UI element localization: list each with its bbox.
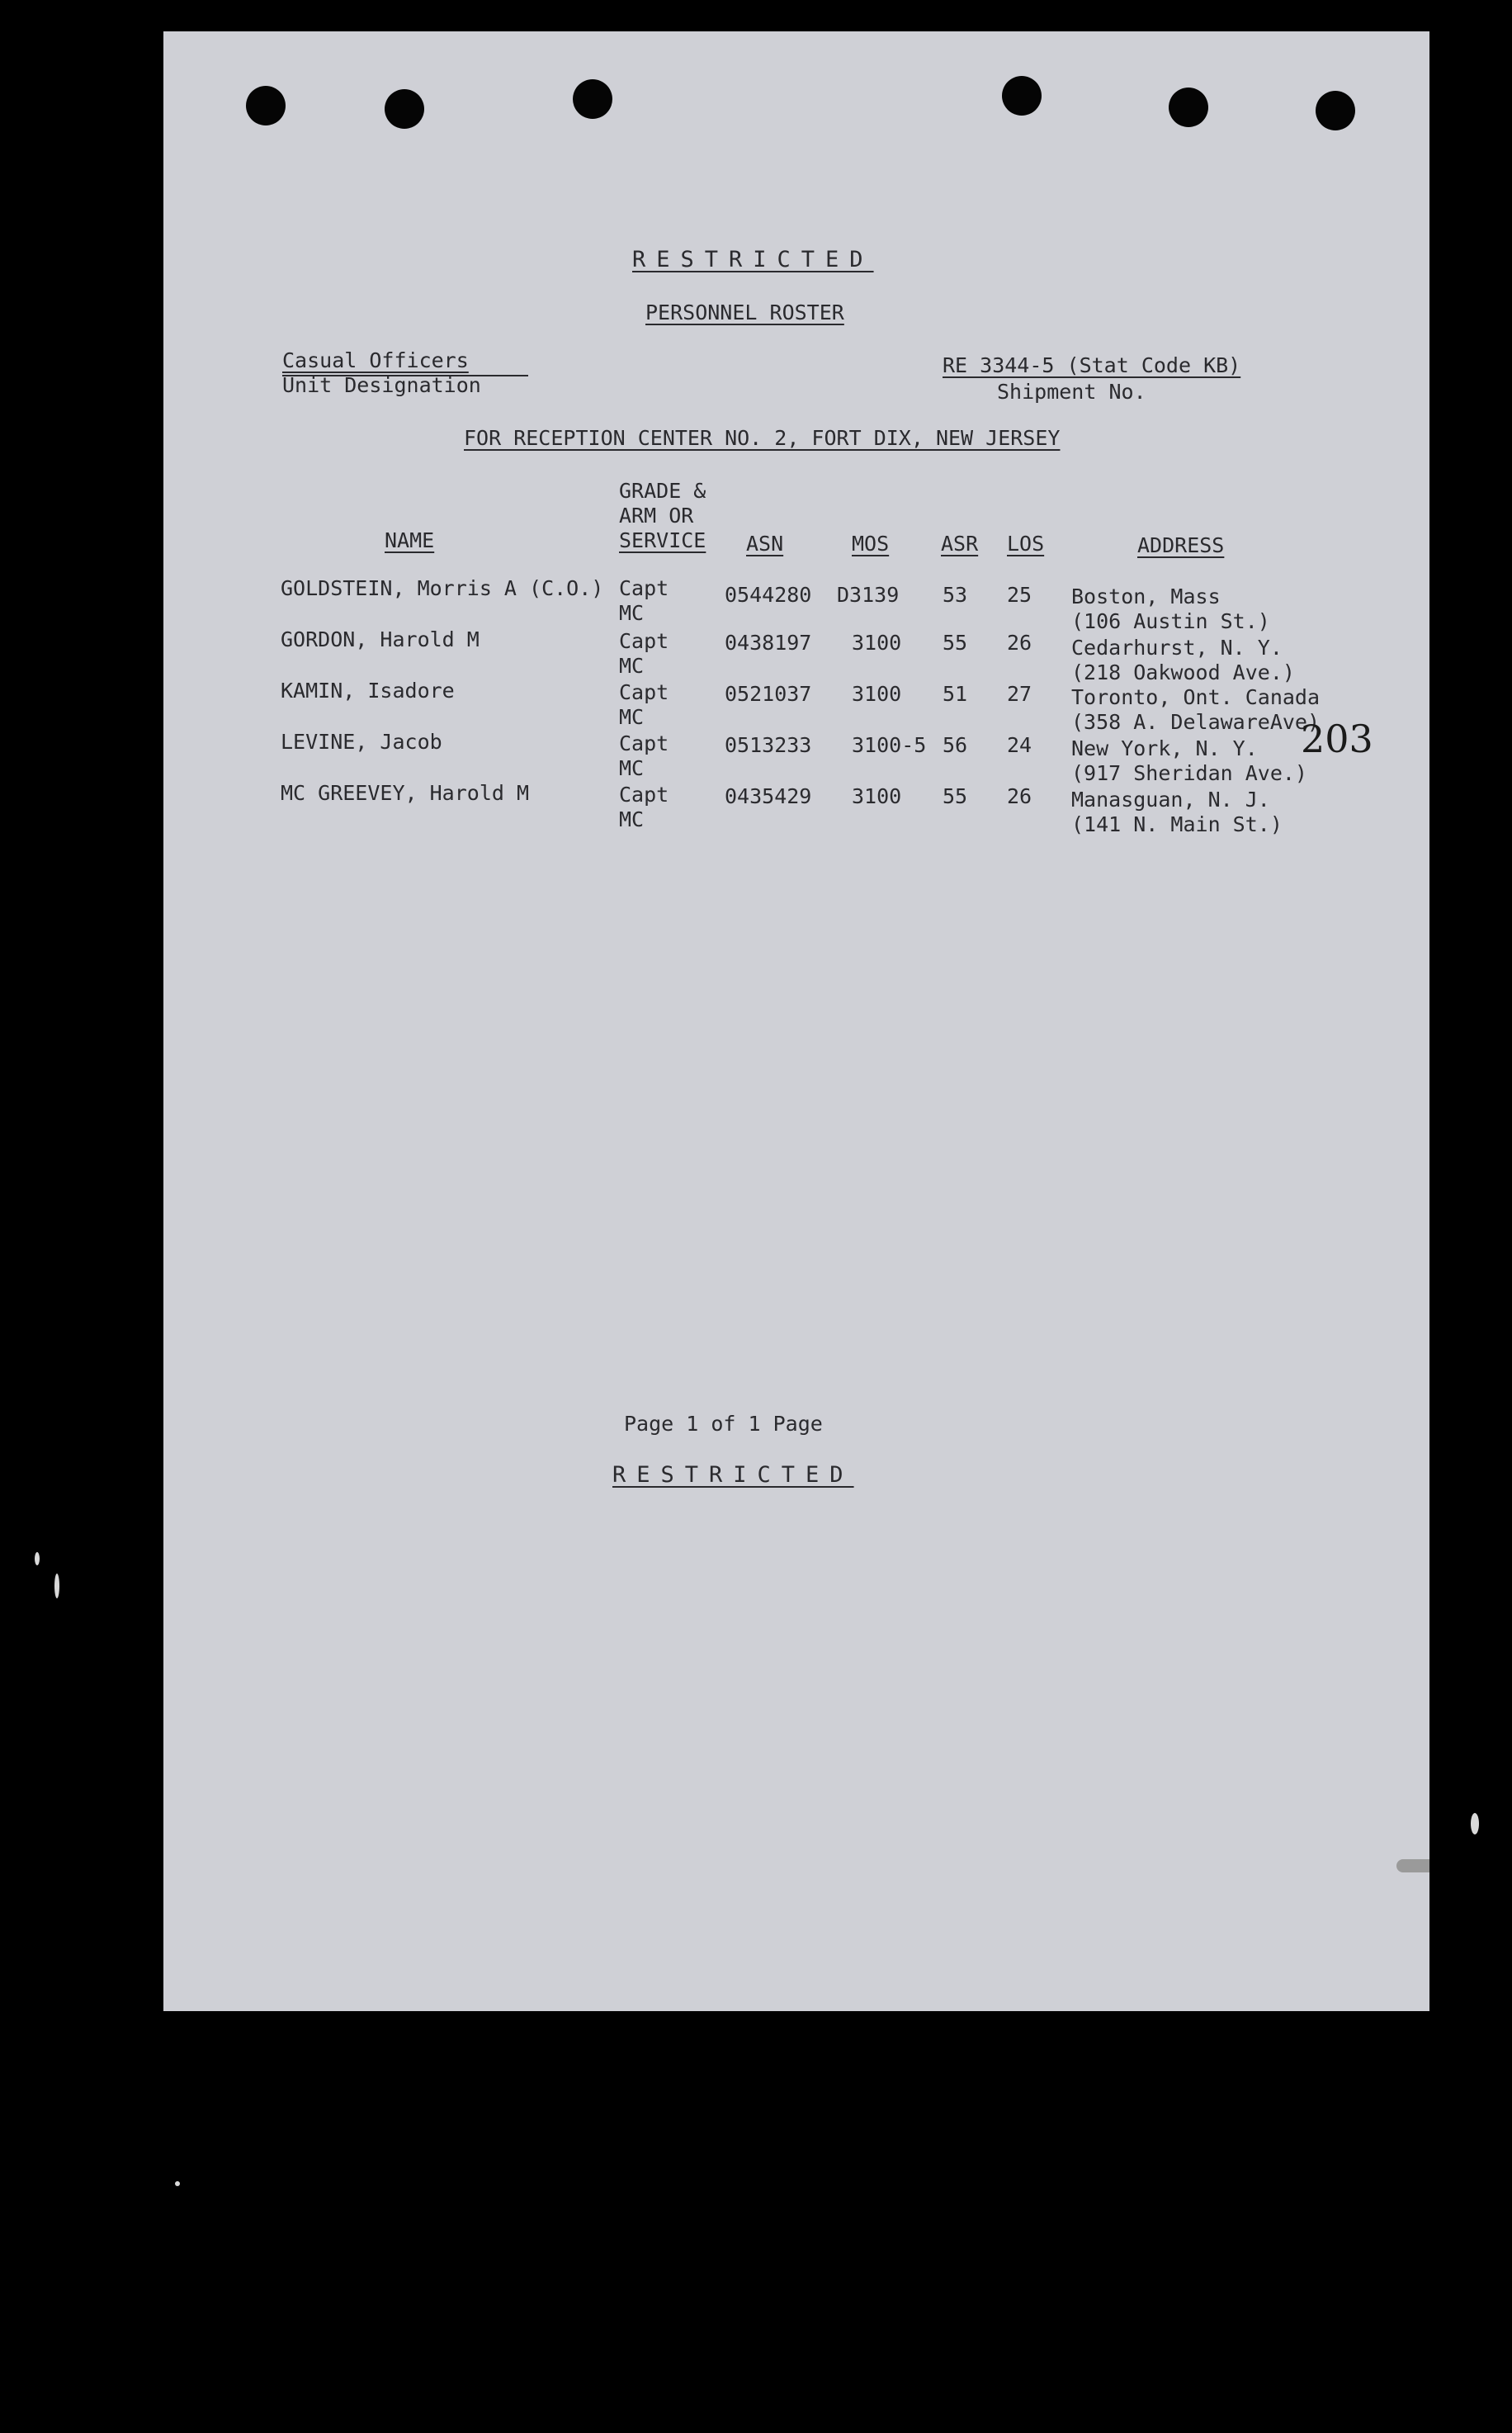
row-grade: Capt: [619, 731, 669, 755]
film-speck: [54, 1574, 59, 1598]
binding-clip: [1396, 1859, 1429, 1872]
punch-hole: [385, 89, 424, 129]
row-los: 25: [1007, 583, 1032, 607]
row-mos: 3100: [852, 784, 902, 808]
punch-hole: [1316, 91, 1355, 130]
row-asn: 0438197: [725, 631, 812, 655]
row-address-line1: Boston, Mass: [1071, 585, 1221, 608]
col-name: NAME: [385, 528, 435, 552]
handwritten-page-number: 203: [1301, 717, 1373, 761]
unit-name: Casual Officers: [282, 348, 469, 372]
row-asn: 0435429: [725, 784, 812, 808]
col-grade-line3: SERVICE: [619, 528, 706, 552]
film-speck: [35, 1552, 40, 1565]
row-asn: 0544280: [725, 583, 812, 607]
classification-bottom: RESTRICTED: [612, 1462, 854, 1488]
row-asr: 56: [943, 733, 968, 757]
col-asn: ASN: [746, 532, 784, 556]
row-address-line1: Manasguan, N. J.: [1071, 788, 1270, 812]
unit-label: Unit Designation: [282, 373, 481, 397]
punch-hole: [1002, 76, 1042, 116]
film-speck: [175, 2181, 180, 2186]
row-grade: Capt: [619, 783, 669, 807]
row-mos: D3139: [837, 583, 900, 607]
shipment-label: Shipment No.: [997, 380, 1146, 404]
row-arm: MC: [619, 705, 645, 729]
row-grade: Capt: [619, 576, 669, 600]
classification-top: RESTRICTED: [632, 247, 874, 272]
row-asr: 55: [943, 631, 968, 655]
destination-line: FOR RECEPTION CENTER NO. 2, FORT DIX, NEW JERSEY: [464, 426, 1061, 450]
row-address-line2: (917 Sheridan Ave.): [1071, 761, 1307, 785]
page-count: Page 1 of 1 Page: [624, 1412, 823, 1436]
row-los: 27: [1007, 682, 1032, 706]
col-los: LOS: [1007, 532, 1045, 556]
row-arm: MC: [619, 807, 645, 831]
roster-page: [163, 31, 1429, 2011]
roster-title: PERSONNEL ROSTER: [645, 301, 844, 324]
row-arm: MC: [619, 756, 645, 780]
row-address-line2: (106 Austin St.): [1071, 609, 1270, 633]
row-asr: 55: [943, 784, 968, 808]
col-address: ADDRESS: [1137, 533, 1225, 557]
row-address-line1: New York, N. Y.: [1071, 736, 1258, 760]
row-name: GOLDSTEIN, Morris A (C.O.): [281, 576, 604, 600]
col-asr: ASR: [941, 532, 979, 556]
punch-hole: [573, 79, 612, 119]
row-arm: MC: [619, 601, 645, 625]
shipment-number: RE 3344-5 (Stat Code KB): [943, 353, 1241, 377]
row-address-line2: (358 A. DelawareAve): [1071, 710, 1321, 734]
row-address-line2: (141 N. Main St.): [1071, 812, 1283, 836]
col-grade-line1: GRADE &: [619, 479, 706, 503]
row-arm: MC: [619, 654, 645, 678]
row-address-line2: (218 Oakwood Ave.): [1071, 660, 1295, 684]
col-grade-line2: ARM OR: [619, 504, 694, 528]
row-name: MC GREEVEY, Harold M: [281, 781, 530, 805]
row-asr: 53: [943, 583, 968, 607]
row-address-line1: Cedarhurst, N. Y.: [1071, 636, 1283, 660]
row-name: KAMIN, Isadore: [281, 679, 455, 703]
row-los: 26: [1007, 784, 1032, 808]
col-mos: MOS: [852, 532, 890, 556]
punch-hole: [246, 86, 286, 125]
row-name: GORDON, Harold M: [281, 627, 480, 651]
row-asr: 51: [943, 682, 968, 706]
row-mos: 3100: [852, 631, 902, 655]
row-asn: 0521037: [725, 682, 812, 706]
row-mos: 3100: [852, 682, 902, 706]
punch-hole: [1169, 88, 1208, 127]
film-speck: [1471, 1813, 1479, 1834]
row-name: LEVINE, Jacob: [281, 730, 442, 754]
row-asn: 0513233: [725, 733, 812, 757]
row-los: 26: [1007, 631, 1032, 655]
row-los: 24: [1007, 733, 1032, 757]
row-grade: Capt: [619, 629, 669, 653]
row-address-line1: Toronto, Ont. Canada: [1071, 685, 1321, 709]
row-mos: 3100-5: [852, 733, 927, 757]
row-grade: Capt: [619, 680, 669, 704]
